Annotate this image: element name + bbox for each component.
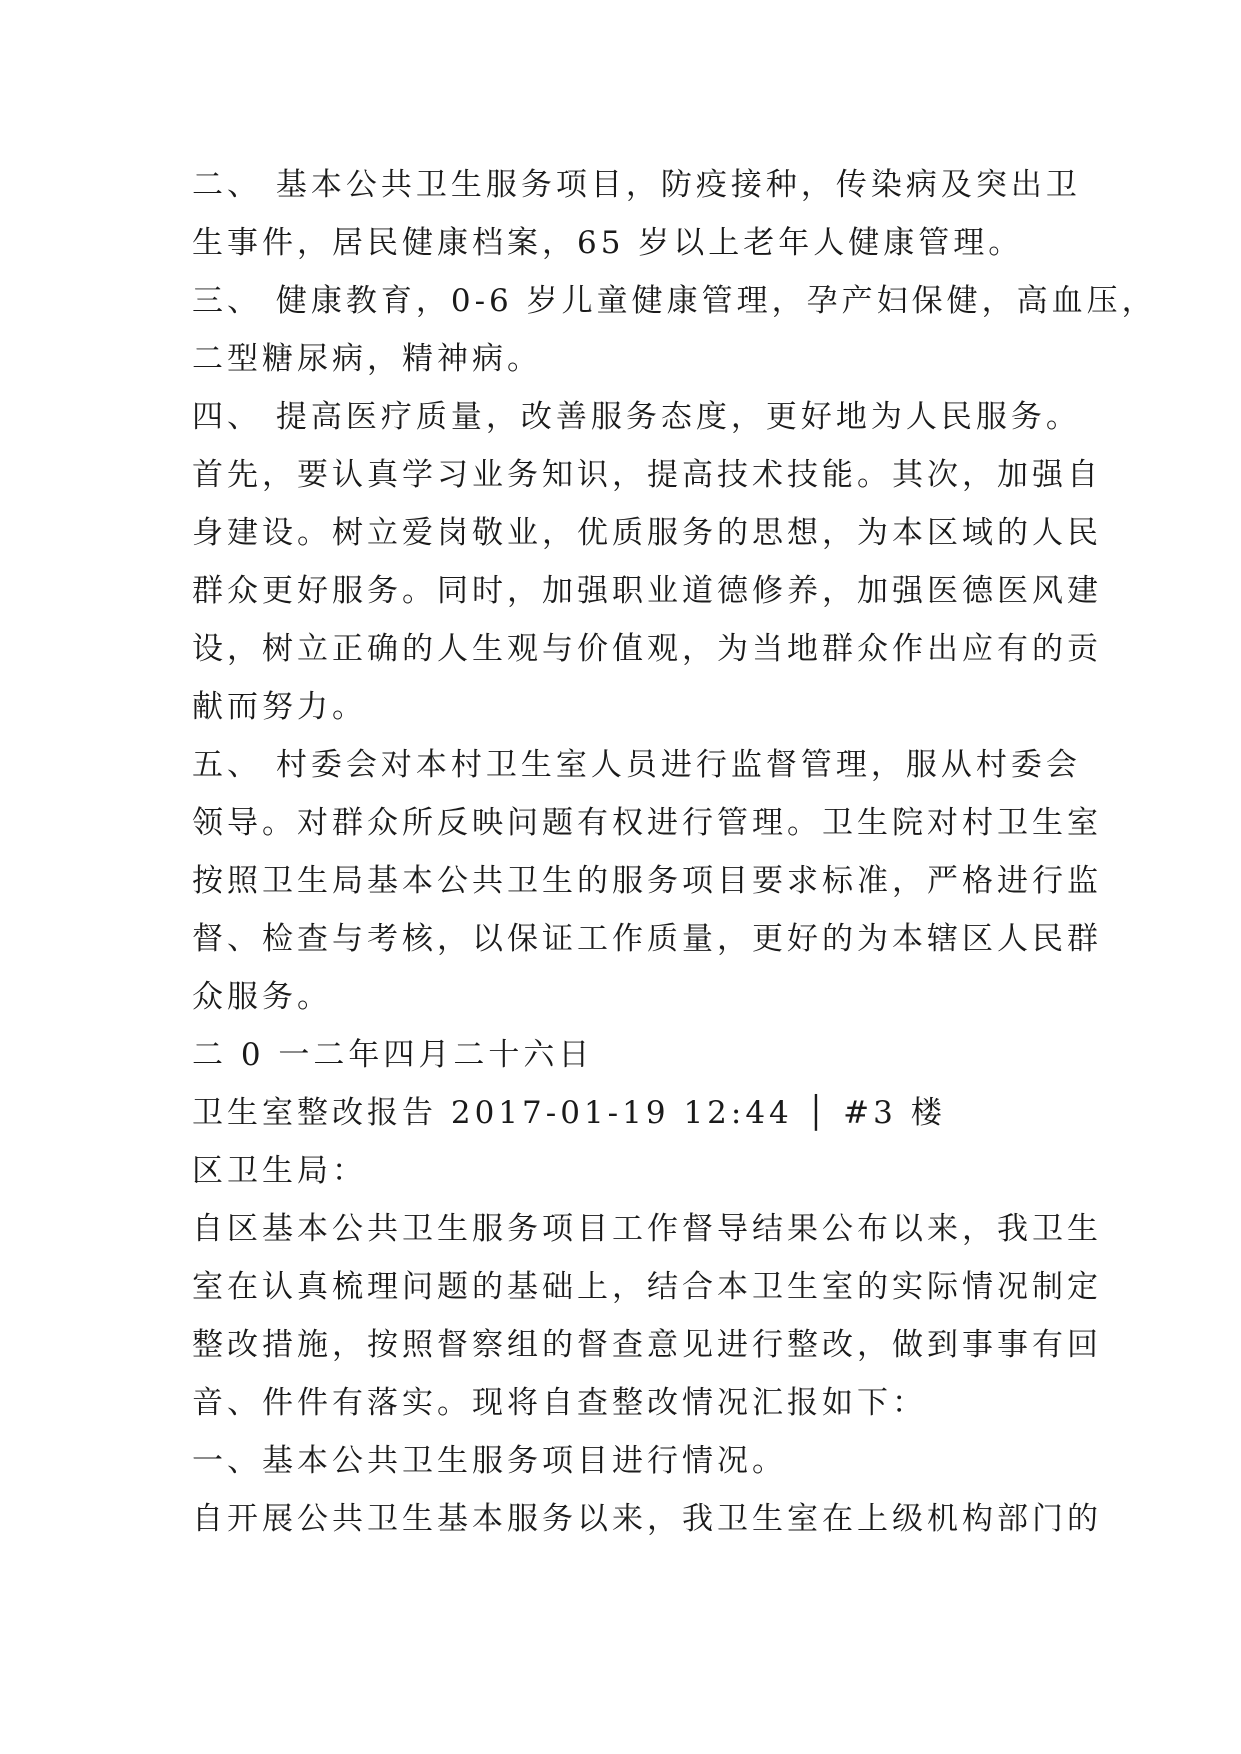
date-line: 二 0 一二年四月二十六日 <box>192 1037 594 1073</box>
text-line: 首先，要认真学习业务知识，提高技术技能。其次，加强自 <box>192 457 1102 493</box>
section-heading-line: 一、基本公共卫生服务项目进行情况。 <box>192 1443 787 1479</box>
text-line: 音、件件有落实。现将自查整改情况汇报如下： <box>192 1385 927 1421</box>
text-line: 督、检查与考核，以保证工作质量，更好的为本辖区人民群 <box>192 921 1102 957</box>
text-line: 身建设。树立爱岗敬业，优质服务的思想，为本区域的人民 <box>192 515 1102 551</box>
text-line: 二型糖尿病，精神病。 <box>192 341 542 377</box>
text-line: 五、 村委会对本村卫生室人员进行监督管理，服从村委会 <box>192 747 1081 783</box>
salutation-line: 区卫生局： <box>192 1153 367 1189</box>
text-line: 众服务。 <box>192 979 332 1015</box>
report-title-line: 卫生室整改报告 2017-01-19 12:44 │ #3 楼 <box>192 1095 946 1131</box>
text-line: 室在认真梳理问题的基础上，结合本卫生室的实际情况制定 <box>192 1269 1102 1305</box>
text-line: 群众更好服务。同时，加强职业道德修养，加强医德医风建 <box>192 573 1102 609</box>
text-line: 自开展公共卫生基本服务以来，我卫生室在上级机构部门的 <box>192 1501 1102 1537</box>
text-line: 献而努力。 <box>192 689 367 725</box>
text-line: 按照卫生局基本公共卫生的服务项目要求标准，严格进行监 <box>192 863 1102 899</box>
text-line: 自区基本公共卫生服务项目工作督导结果公布以来，我卫生 <box>192 1211 1102 1247</box>
text-line: 生事件，居民健康档案，65 岁以上老年人健康管理。 <box>192 225 1024 261</box>
text-line: 整改措施，按照督察组的督查意见进行整改，做到事事有回 <box>192 1327 1102 1363</box>
text-line: 四、 提高医疗质量，改善服务态度，更好地为人民服务。 <box>192 399 1081 435</box>
text-line: 设，树立正确的人生观与价值观，为当地群众作出应有的贡 <box>192 631 1102 667</box>
text-line: 领导。对群众所反映问题有权进行管理。卫生院对村卫生室 <box>192 805 1102 841</box>
text-line: 三、 健康教育，0-6 岁儿童健康管理，孕产妇保健，高血压， <box>192 283 1157 319</box>
text-line: 二、 基本公共卫生服务项目，防疫接种，传染病及突出卫 <box>192 167 1081 203</box>
